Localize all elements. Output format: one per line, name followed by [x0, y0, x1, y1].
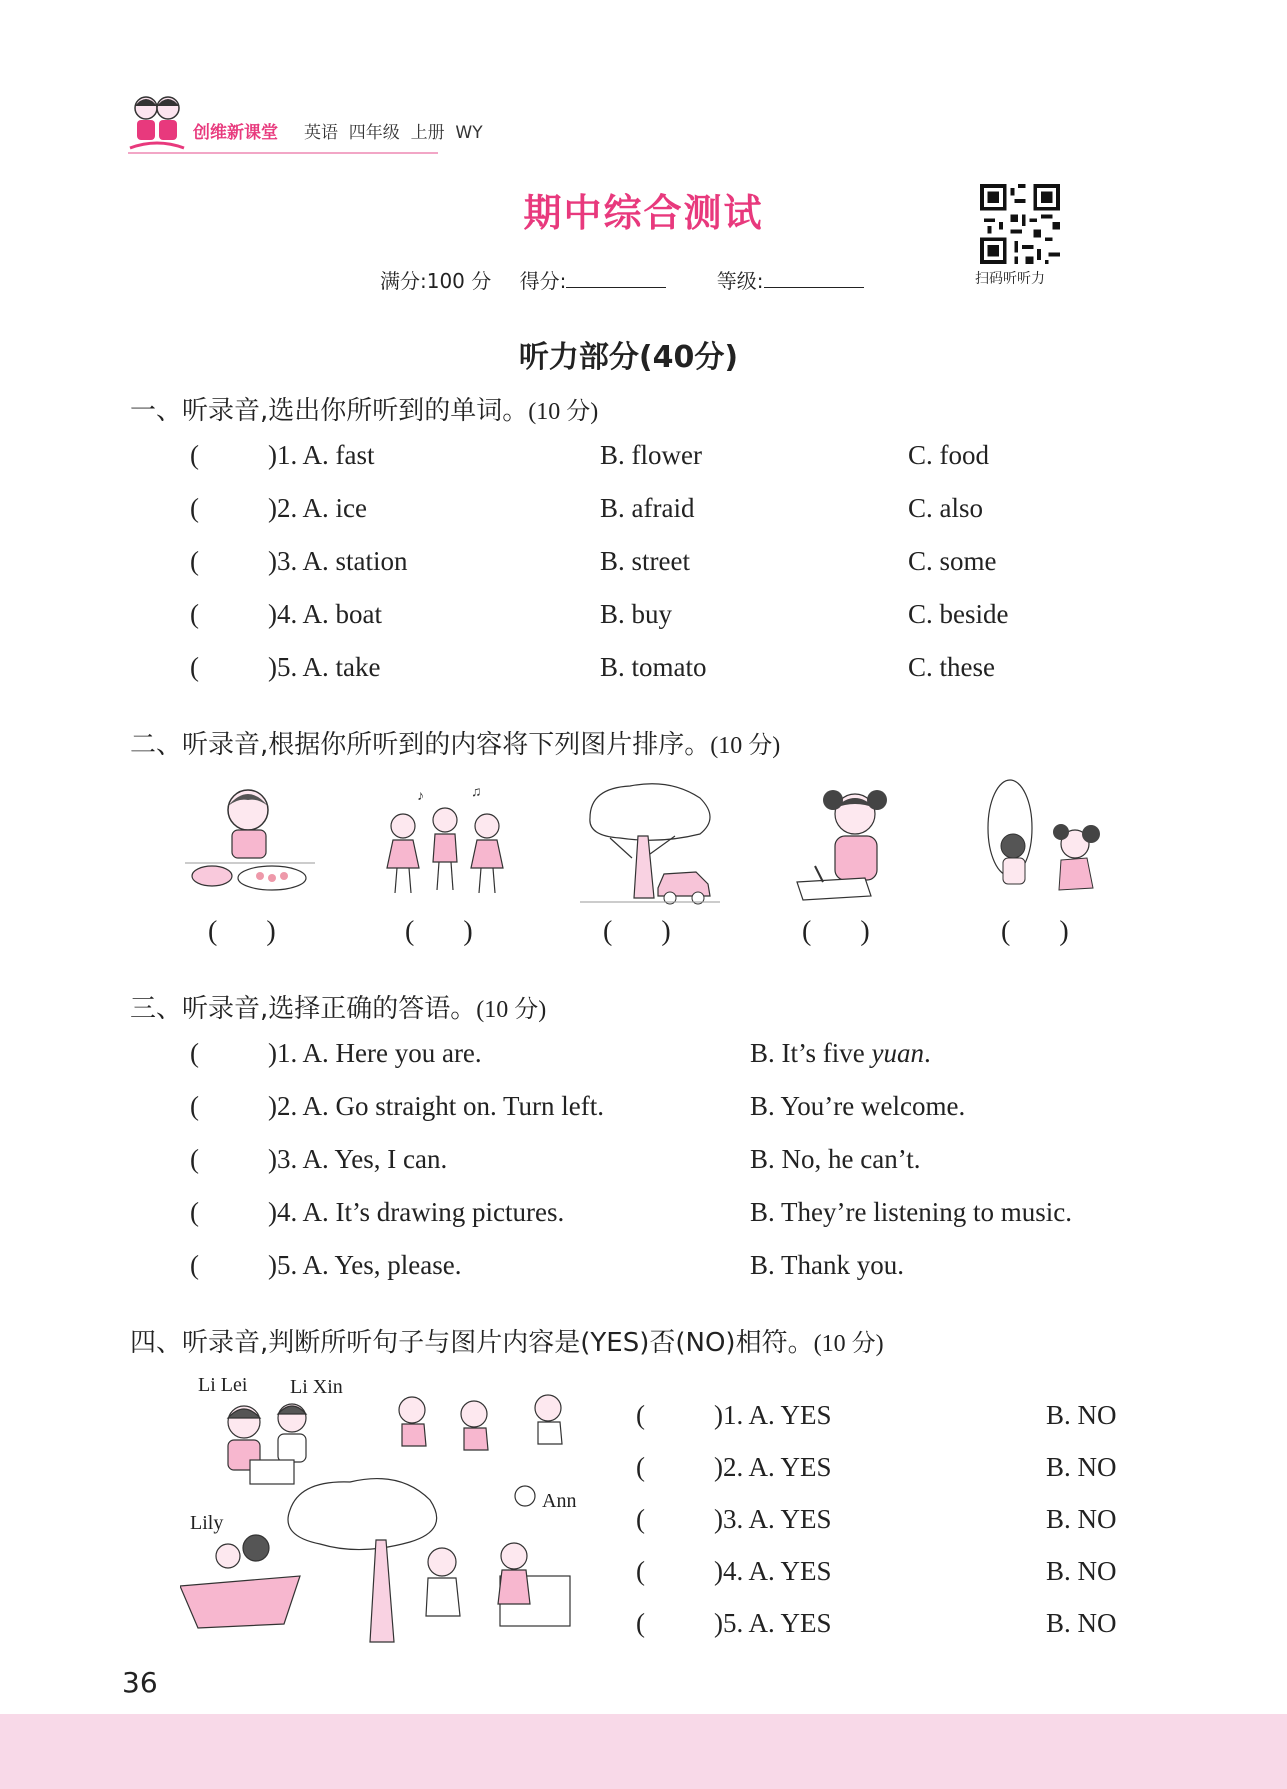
- q2-option-b: B. afraid: [600, 493, 695, 523]
- svg-text:♪: ♪: [417, 789, 424, 804]
- score-row: [380, 265, 908, 294]
- q4-no: B. NO: [1046, 1556, 1117, 1586]
- s4-q4-answer-paren[interactable]: (: [636, 1556, 645, 1586]
- footer-band: [0, 1714, 1287, 1789]
- book-info: 英语 四年级 上册 WY: [304, 123, 483, 143]
- q4-option-b: B. buy: [600, 599, 673, 629]
- part-title: 听力部分(40分): [518, 340, 739, 375]
- s4-q1-answer-paren[interactable]: (: [636, 1400, 645, 1430]
- s3-q3-answer-paren[interactable]: (: [190, 1144, 199, 1174]
- got-score-blank[interactable]: [566, 267, 666, 288]
- q3-option-c: C. some: [908, 546, 997, 576]
- q4-reply-b: [750, 1197, 1072, 1228]
- reply-b-italic: yuan: [871, 1038, 924, 1068]
- q4-reply-a: )4. A. It’s drawing pictures.: [268, 1197, 565, 1227]
- reply-b-text: B. They’re listening to music.: [750, 1197, 1072, 1227]
- q2-reply-b: [750, 1091, 965, 1122]
- section4-title: 四、听录音,判断所听句子与图片内容是(YES)否(NO)相符。(10 分): [130, 1328, 884, 1358]
- qr-code-icon: [980, 184, 1060, 264]
- answer-bracket-5[interactable]: ( ): [1001, 916, 1069, 947]
- reply-b-text: B. You’re welcome.: [750, 1091, 966, 1121]
- label-lily: Lily: [190, 1512, 224, 1534]
- page-title: 期中综合测试: [523, 191, 764, 235]
- s3-q4-answer-paren[interactable]: (: [190, 1197, 199, 1227]
- q1-reply-b: [750, 1038, 931, 1069]
- q5-reply-a: )5. A. Yes, please.: [268, 1250, 462, 1280]
- q2-reply-a: )2. A. Go straight on. Turn left.: [268, 1091, 605, 1121]
- q1-option-c: C. food: [908, 440, 989, 470]
- section1-title: 一、听录音,选出你所听到的单词。(10 分): [130, 396, 599, 426]
- girls-singing-icon: [375, 778, 515, 908]
- q5-option-a: )5. A. take: [268, 652, 381, 682]
- label-ann: Ann: [542, 1490, 577, 1512]
- q5-no: B. NO: [1046, 1608, 1117, 1638]
- label-li-xin: Li Xin: [290, 1376, 343, 1398]
- q5-yes: )5. A. YES: [714, 1608, 832, 1638]
- q3-option-a: )3. A. station: [268, 546, 408, 576]
- s4-q2-answer-paren[interactable]: (: [636, 1452, 645, 1482]
- s3-q2-answer-paren[interactable]: (: [190, 1091, 199, 1121]
- girl-drawing-icon: [785, 778, 925, 908]
- q2-no: B. NO: [1046, 1452, 1117, 1482]
- q1-no: B. NO: [1046, 1400, 1117, 1430]
- q5-option-b: B. tomato: [600, 652, 707, 682]
- boy-baking-icon: [180, 778, 320, 908]
- s1-q3-answer-paren[interactable]: (: [190, 546, 199, 576]
- answer-bracket-4[interactable]: ( ): [802, 916, 870, 947]
- reply-b-text: B. It’s five: [750, 1038, 872, 1068]
- q1-reply-a: )1. A. Here you are.: [268, 1038, 482, 1068]
- s3-q1-answer-paren[interactable]: (: [190, 1038, 199, 1068]
- q4-option-c: C. beside: [908, 599, 1009, 629]
- brand-logo-icon: [124, 88, 190, 154]
- header-divider: [128, 152, 438, 154]
- park-scene-illustration-icon: [180, 1380, 620, 1650]
- reply-b-end: .: [923, 1038, 931, 1068]
- full-score: 满分:100 分: [380, 269, 492, 293]
- answer-bracket-2[interactable]: ( ): [405, 916, 473, 947]
- s1-q5-answer-paren[interactable]: (: [190, 652, 199, 682]
- qr-caption: 扫码听听力: [975, 271, 1045, 287]
- section3-title: 三、听录音,选择正确的答语。(10 分): [130, 994, 547, 1024]
- girls-jumping-rope-icon: [975, 778, 1115, 908]
- reply-b-text: B. No, he can’t.: [750, 1144, 921, 1174]
- q3-reply-b: [750, 1144, 920, 1175]
- svg-text:♫: ♫: [471, 785, 482, 800]
- q1-yes: )1. A. YES: [714, 1400, 832, 1430]
- q2-option-c: C. also: [908, 493, 984, 523]
- grade-blank[interactable]: [764, 267, 864, 288]
- s3-q5-answer-paren[interactable]: (: [190, 1250, 199, 1280]
- q5-reply-b: [750, 1250, 904, 1281]
- grade-label: 等级:: [717, 269, 886, 293]
- q3-option-b: B. street: [600, 546, 690, 576]
- s1-q2-answer-paren[interactable]: (: [190, 493, 199, 523]
- park-scene: [180, 1374, 620, 1650]
- s1-q1-answer-paren[interactable]: (: [190, 440, 199, 470]
- brand-name: 创维新课堂: [193, 123, 278, 143]
- q3-no: B. NO: [1046, 1504, 1117, 1534]
- q1-option-a: )1. A. fast: [268, 440, 375, 470]
- q4-yes: )4. A. YES: [714, 1556, 832, 1586]
- q2-yes: )2. A. YES: [714, 1452, 832, 1482]
- s4-q5-answer-paren[interactable]: (: [636, 1608, 645, 1638]
- answer-bracket-3[interactable]: ( ): [603, 916, 671, 947]
- q5-option-c: C. these: [908, 652, 995, 682]
- got-score-label: 得分:: [520, 269, 689, 293]
- q1-option-b: B. flower: [600, 440, 702, 470]
- section2-title: 二、听录音,根据你所听到的内容将下列图片排序。(10 分): [130, 730, 781, 760]
- s1-q4-answer-paren[interactable]: (: [190, 599, 199, 629]
- answer-bracket-1[interactable]: ( ): [208, 916, 276, 947]
- q3-yes: )3. A. YES: [714, 1504, 832, 1534]
- q4-option-a: )4. A. boat: [268, 599, 382, 629]
- tree-car-icon: [580, 778, 720, 908]
- s4-q3-answer-paren[interactable]: (: [636, 1504, 645, 1534]
- q3-reply-a: )3. A. Yes, I can.: [268, 1144, 448, 1174]
- page-number: 36: [122, 1666, 158, 1699]
- label-li-lei: Li Lei: [198, 1374, 248, 1396]
- reply-b-text: B. Thank you.: [750, 1250, 904, 1280]
- q2-option-a: )2. A. ice: [268, 493, 367, 523]
